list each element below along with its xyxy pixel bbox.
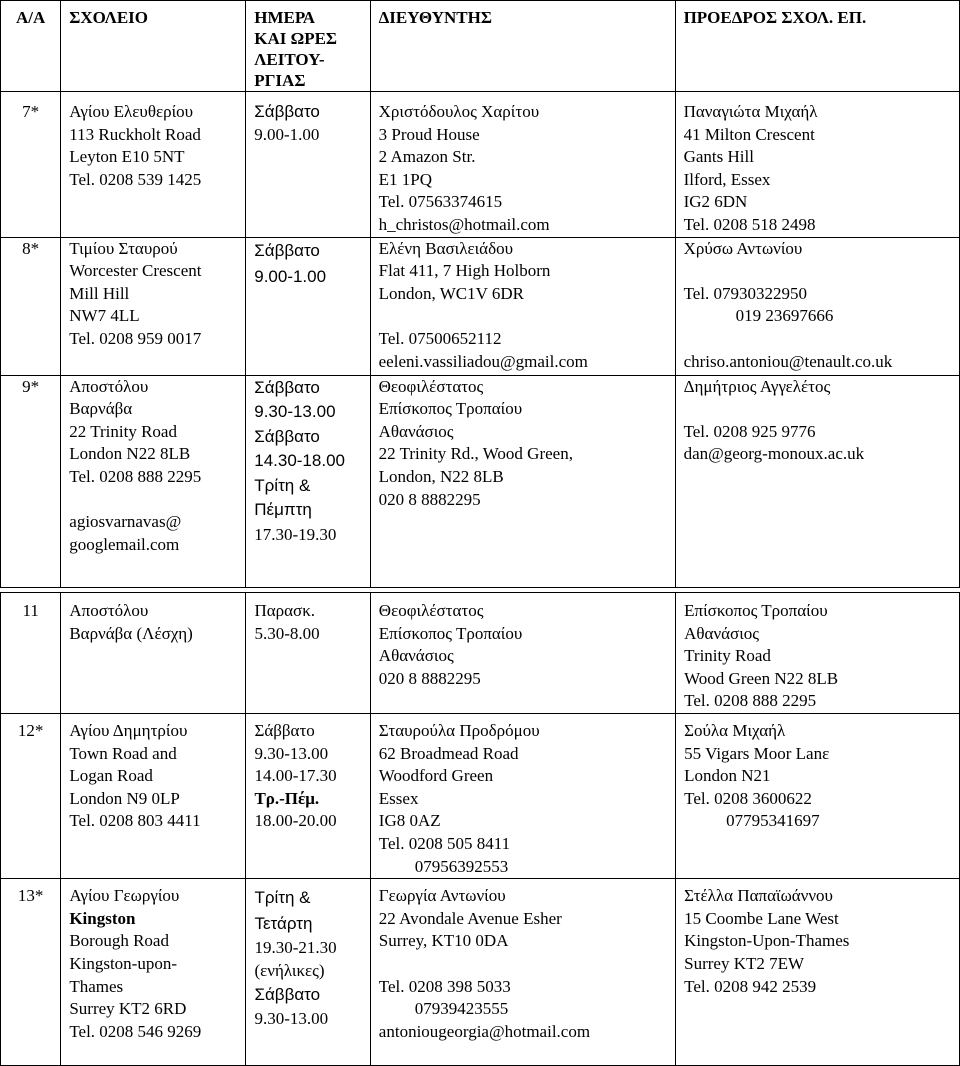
director-line: Tel. 07563374615	[378, 192, 503, 212]
director-line: Essex	[378, 788, 419, 808]
table-row	[1, 375, 960, 587]
days-line: Τρίτη &	[254, 888, 311, 908]
days-line: 19.30-21.30	[254, 938, 337, 958]
row-number	[1, 593, 61, 714]
director-cell	[370, 593, 675, 714]
president-line: London N21	[684, 766, 771, 786]
director-line: Woodford Green	[378, 766, 494, 786]
president-line: IG2 6DN	[683, 192, 748, 212]
school-line: Kingston-upon-	[69, 953, 177, 973]
school-line: Tel. 0208 959 0017	[69, 328, 202, 348]
school-line: Tel. 0208 888 2295	[69, 466, 202, 486]
president-line: Δημήτριος Αγγελέτος	[683, 376, 831, 396]
schools-table-2	[0, 592, 960, 1066]
president-line: Ilford, Essex	[683, 169, 771, 189]
days-line: Σάββατο	[254, 102, 320, 121]
school-line	[61, 489, 245, 512]
school-line: Borough Road	[69, 931, 169, 951]
row-number-label: 9*	[22, 376, 40, 396]
school-cell	[61, 375, 246, 587]
days-line: Σάββατο	[254, 985, 321, 1005]
days-line: 9.30-13.00	[254, 402, 336, 422]
director-line: Surrey, KT10 0DA	[378, 931, 509, 951]
director-line	[371, 305, 675, 328]
days-cell	[246, 879, 370, 1066]
director-line: 22 Avondale Avenue Esher	[378, 908, 562, 928]
table-row	[1, 92, 960, 238]
days-cell	[246, 92, 370, 238]
days-line: Σάββατο	[254, 720, 315, 740]
header-days-line: ΡΓΙΑΣ	[254, 71, 306, 90]
row-number-label: 8*	[22, 238, 40, 258]
director-line: antoniougeorgia@hotmail.com	[378, 1021, 591, 1041]
director-line: Tel. 0208 398 5033	[378, 976, 511, 996]
school-cell	[61, 879, 246, 1066]
director-line: 62 Broadmead Road	[378, 743, 519, 763]
president-cell	[675, 92, 959, 238]
director-line: Σταυρούλα Προδρόμου	[378, 720, 540, 740]
president-line: Tel. 0208 925 9776	[683, 421, 816, 441]
director-line: Επίσκοπος Τροπαίου	[378, 623, 523, 643]
director-cell	[370, 375, 675, 587]
days-line: (ενήλικες)	[254, 960, 325, 980]
director-line: 07939423555	[414, 999, 509, 1019]
president-line	[676, 260, 959, 283]
director-line: Επίσκοπος Τροπαίου	[378, 399, 523, 419]
director-line: eeleni.vassiliadou@gmail.com	[378, 351, 588, 371]
director-line: London, WC1V 6DR	[378, 283, 524, 303]
row-number-label: 11	[22, 601, 39, 620]
school-line: Tel. 0208 803 4411	[69, 811, 201, 831]
days-line: 5.30-8.00	[254, 623, 320, 643]
header-row	[1, 1, 960, 92]
president-line: Tel. 07930322950	[683, 283, 808, 303]
director-cell	[370, 879, 675, 1066]
director-line: h_christos@hotmail.com	[378, 214, 550, 234]
president-line: Tel. 0208 518 2498	[683, 214, 816, 234]
school-line: 113 Ruckholt Road	[69, 124, 201, 144]
school-line: NW7 4LL	[69, 306, 140, 326]
school-cell	[61, 593, 246, 714]
days-cell	[246, 375, 370, 587]
president-line	[676, 398, 959, 421]
president-line: Kingston-Upon-Thames	[684, 931, 850, 951]
director-line: Αθανάσιος	[378, 421, 454, 441]
director-line: 07956392553	[414, 856, 509, 876]
director-cell	[370, 237, 675, 375]
director-line: Flat 411, 7 High Holborn	[378, 261, 551, 281]
school-line: Αγίου Γεωργίου	[69, 886, 180, 906]
school-line: agiosvarnavas@	[69, 512, 182, 532]
days-line: Παρασκ.	[254, 601, 316, 620]
director-line: Χριστόδουλος Χαρίτου	[378, 102, 540, 121]
days-line: Σάββατο	[254, 426, 320, 446]
header-director	[370, 1, 675, 92]
director-line: Tel. 0208 505 8411	[378, 833, 511, 853]
header-days-line: ΗΜΕΡΑ	[254, 8, 316, 27]
president-line: 15 Coombe Lane West	[684, 908, 839, 928]
row-number	[1, 879, 61, 1066]
school-cell	[61, 237, 246, 375]
director-line: Αθανάσιος	[378, 646, 454, 666]
days-line: 9.30-13.00	[254, 743, 329, 763]
director-line: Θεοφιλέστατος	[378, 601, 484, 620]
days-line: 14.00-17.30	[254, 766, 337, 786]
days-line: 17.30-19.30	[254, 524, 337, 544]
header-aa	[1, 1, 61, 92]
president-line: 019 23697666	[735, 306, 834, 326]
header-school-label: ΣΧΟΛΕΙΟ	[69, 8, 149, 27]
school-line: Worcester Crescent	[69, 261, 202, 281]
director-line: Θεοφιλέστατος	[378, 376, 484, 396]
school-line: Αγίου Ελευθερίου	[69, 102, 194, 121]
president-line: 07795341697	[726, 811, 820, 831]
director-line: Γεωργία Αντωνίου	[378, 886, 506, 906]
row-number-label: 12*	[17, 720, 44, 740]
president-cell	[676, 713, 960, 878]
days-line: Τετάρτη	[254, 914, 313, 934]
row-number	[1, 713, 61, 878]
school-line: Thames	[69, 976, 124, 996]
school-line: Tel. 0208 546 9269	[69, 1021, 202, 1041]
director-line: 22 Trinity Rd., Wood Green,	[378, 444, 573, 464]
table-row	[1, 237, 960, 375]
president-line: Gants Hill	[683, 147, 754, 167]
header-days-line: ΛΕΙΤΟΥ-	[254, 50, 325, 69]
director-cell	[370, 713, 675, 878]
president-cell	[675, 237, 959, 375]
school-line: Leyton E10 5NT	[69, 147, 185, 167]
president-line: Tel. 0208 942 2539	[684, 976, 817, 996]
days-line: 9.00-1.00	[254, 266, 327, 286]
president-line: dan@georg-monoux.ac.uk	[683, 444, 865, 464]
header-aa-label: Α/Α	[16, 8, 46, 27]
school-line: London N22 8LB	[69, 444, 191, 464]
director-line: 020 8 8882295	[378, 668, 481, 688]
days-line: 9.30-13.00	[254, 1009, 329, 1029]
school-line: Kingston	[69, 908, 136, 928]
president-line: 55 Vigars Moor Lanε	[684, 743, 830, 763]
row-number-label: 7*	[22, 102, 40, 121]
president-line: 41 Milton Crescent	[683, 124, 815, 144]
president-line: Wood Green N22 8LB	[684, 668, 839, 688]
days-line: Πέμπτη	[254, 500, 312, 520]
days-line: 18.00-20.00	[254, 811, 337, 831]
school-cell	[61, 713, 246, 878]
director-line: Tel. 07500652112	[378, 328, 502, 348]
school-line: Town Road and	[69, 743, 177, 763]
school-line: googlemail.com	[69, 534, 180, 554]
director-line: Ελένη Βασιλειάδου	[378, 238, 514, 258]
director-line: IG8 0AZ	[378, 811, 441, 831]
days-cell	[246, 237, 370, 375]
president-cell	[676, 879, 960, 1066]
president-line: Αθανάσιος	[684, 623, 760, 643]
president-line: Trinity Road	[684, 646, 771, 666]
director-line: 020 8 8882295	[378, 489, 481, 509]
school-line: Αγίου Δημητρίου	[69, 720, 188, 740]
header-school	[61, 1, 246, 92]
president-cell	[676, 593, 960, 714]
school-line: Βαρνάβα	[69, 399, 133, 419]
school-line: Logan Road	[69, 766, 153, 786]
days-cell	[246, 713, 370, 878]
president-cell	[675, 375, 959, 587]
row-number	[1, 375, 61, 587]
director-line: London, N22 8LB	[378, 466, 504, 486]
director-line	[371, 953, 675, 976]
director-line: 2 Amazon Str.	[378, 147, 476, 167]
director-line: E1 1PQ	[378, 169, 433, 189]
row-number-label: 13*	[17, 886, 44, 906]
school-line: Τιμίου Σταυρού	[69, 238, 178, 258]
school-line: Αποστόλου	[69, 376, 149, 396]
row-number	[1, 92, 61, 238]
president-line: chriso.antoniou@tenault.co.uk	[683, 351, 893, 371]
director-cell	[370, 92, 675, 238]
header-days-line: ΚΑΙ ΩΡΕΣ	[254, 29, 338, 48]
director-line: 3 Proud House	[378, 124, 480, 144]
header-president-label: ΠΡΟΕΔΡΟΣ ΣΧΟΛ. ΕΠ.	[683, 8, 867, 27]
days-line: Σάββατο	[254, 377, 320, 397]
days-cell	[246, 593, 370, 714]
school-cell	[61, 92, 246, 238]
table-row	[1, 713, 960, 878]
header-days	[246, 1, 370, 92]
president-line: Χρύσω Αντωνίου	[683, 238, 803, 258]
days-line: Σάββατο	[254, 240, 320, 260]
days-line: 14.30-18.00	[254, 451, 345, 471]
school-line: Surrey KT2 6RD	[69, 999, 187, 1019]
president-line: Tel. 0208 3600622	[684, 788, 812, 808]
school-line: Mill Hill	[69, 283, 130, 303]
president-line: Σούλα Μιχαήλ	[684, 720, 786, 740]
president-line: Surrey KT2 7EW	[684, 953, 805, 973]
school-line: Tel. 0208 539 1425	[69, 169, 202, 189]
president-line	[676, 328, 959, 351]
president-line: Στέλλα Παπαϊωάννου	[684, 886, 833, 906]
president-line: Παναγιώτα Μιχαήλ	[683, 102, 818, 121]
school-line: 22 Trinity Road	[69, 421, 177, 441]
table-row	[1, 593, 960, 714]
days-line: Τρ.-Πέμ.	[254, 788, 320, 808]
header-president	[675, 1, 959, 92]
school-line: London N9 0LP	[69, 788, 180, 808]
row-number	[1, 237, 61, 375]
president-line: Επίσκοπος Τροπαίου	[684, 601, 828, 620]
president-line: Tel. 0208 888 2295	[684, 691, 817, 711]
school-line: Αποστόλου	[69, 601, 149, 620]
days-line: Τρίτη &	[254, 475, 311, 495]
school-line: Βαρνάβα (Λέσχη)	[69, 623, 193, 643]
table-row	[1, 879, 960, 1066]
header-director-label: ΔΙΕΥΘΥΝΤΗΣ	[378, 8, 492, 27]
days-line: 9.00-1.00	[254, 124, 320, 144]
